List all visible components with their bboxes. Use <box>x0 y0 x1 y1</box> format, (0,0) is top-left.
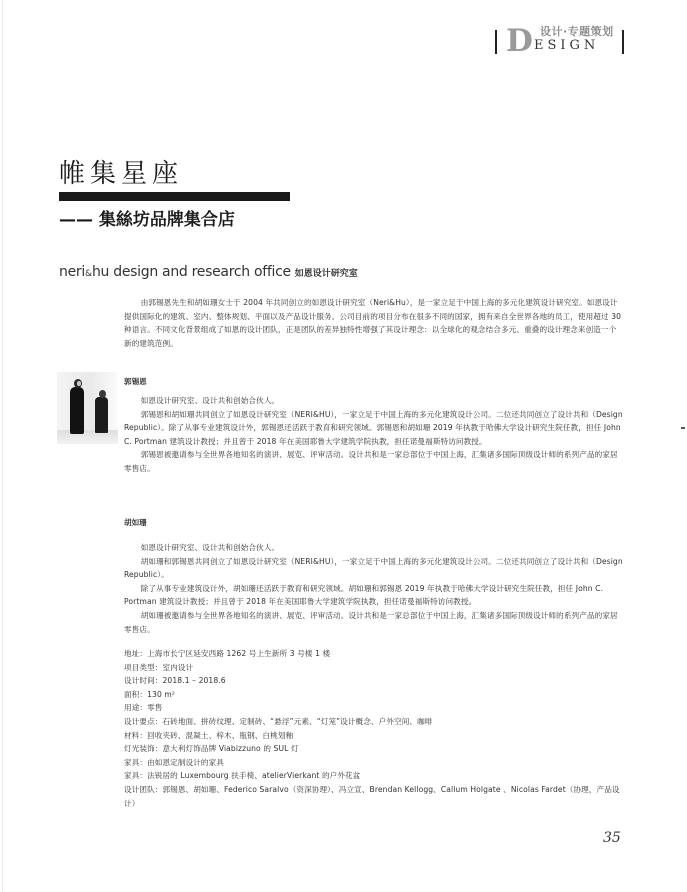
person2-bio-line: 除了从事专业建筑设计外，胡如珊还活跃于教育和研究领域。胡如珊和郭锡恩 2019 年执教于哈佛大学设计研究生院任教，担任 John C. Portman 建筑设计教授；并且曾于 2018 年在美国耶鲁大学建筑学院执教，担任诺曼福斯特访问教授。 <box>124 583 604 607</box>
project-info-item: 家具：法锐居的 Luxembourg 扶手椅、atelierVierkant 的户外花盆 <box>124 771 361 781</box>
person2-bio <box>124 541 624 636</box>
photo-figure-woman <box>70 387 84 434</box>
article-subtitle: —— 集絲坊品牌集合店 <box>59 210 235 230</box>
person1-bio <box>124 394 624 476</box>
intro-paragraph <box>124 296 624 350</box>
project-info-item: 用途：零售 <box>124 703 163 713</box>
person2-bio-line: 如恩设计研究室、设计共和创始合伙人。 <box>140 543 280 552</box>
person1-bio-line: 郭锡恩和胡如珊共同创立了如恩设计研究室（NERI&HU），一家立足于中国上海的多元化建筑设计公司。二位还共同创立了设计共和（Design Republic）。除了从事专业建筑设计外，郭锡恩还活跃于教育和研究领域。郭锡恩和胡如珊 2019 年执教于哈佛大学设计研究生院任教，担任 John C. Portman 建筑设计教授；并且曾于 2018 年在美国耶鲁大学建筑学院执教，担任诺曼福斯特访问教授。 <box>124 409 623 446</box>
photo-figure-woman-face <box>77 381 81 386</box>
header-design-word: ESIGN <box>534 38 600 53</box>
person1-bio-line: 郭锡恩被邀请参与全世界各地知名的演讲、展览、评审活动。设计共和是一家总部位于中国上海，汇集诸多国际顶级设计师的系列产品的家居零售店。 <box>124 450 618 473</box>
photo-floor <box>57 430 118 444</box>
person1-name: 郭锡恩 <box>124 377 147 386</box>
project-info-item: 项目类型：室内设计 <box>124 662 194 672</box>
article-title: 帷集星座 <box>59 159 184 189</box>
project-info-item: 地址：上海市长宁区延安西路 1262 号上生新所 3 号楼 1 楼 <box>124 649 331 658</box>
header-section-label: 设计·专题策划 <box>540 25 614 38</box>
project-info-item: 灯光装饰：意大利灯饰品牌 Viabizzuno 的 SUL 灯 <box>124 744 299 754</box>
person2-name: 胡如珊 <box>124 518 147 527</box>
title-underline-bar <box>59 192 290 201</box>
project-info-item: 设计团队：郭锡恩、胡如珊、Federico Saralvo（资深协理）、冯立宣、Brendan Kellogg、Callum Holgate 、Nicolas Fardet（协理，产品设计） <box>124 784 620 808</box>
office-name-neri: neri <box>59 264 85 280</box>
project-info-item: 设计要点：石砖地面、拼砖纹理、定制砖、“悬浮”元素、“灯笼”设计概念、户外空间、咖啡 <box>124 716 433 726</box>
project-info-item: 设计时间：2018.1 – 2018.6 <box>124 676 226 686</box>
project-info-item: 材料：回收夹砖、混凝土、梓木、瓶钢、白桃划釉 <box>124 730 294 740</box>
project-info-list <box>124 647 624 810</box>
person1-bio-line: 如恩设计研究室、设计共和创始合伙人。 <box>140 396 280 405</box>
photo-figure-man-head <box>99 390 106 398</box>
office-name-english: hu design and research office <box>91 264 291 280</box>
office-name-line <box>59 261 358 280</box>
office-name-ampersand: & <box>84 269 92 279</box>
header-design-initial: D <box>506 23 533 59</box>
project-info-item: 面积：130 m² <box>124 689 176 699</box>
person2-bio-line: 胡如珊被邀请参与全世界各地知名的演讲、展览、评审活动。设计共和是一家总部位于中国上海，汇集诸多国际顶级设计师的系列产品的家居零售店。 <box>124 610 618 634</box>
header-divider-right <box>622 30 624 54</box>
photo-figure-man <box>95 397 108 433</box>
office-name-chinese: 如恩设计研究室 <box>294 269 358 279</box>
page-number: 35 <box>603 830 621 846</box>
project-info-item: 家具：由如恩定制设计的家具 <box>124 757 225 767</box>
margin-tick-mark <box>681 427 685 429</box>
person2-bio-line: 胡如珊和郭锡恩共同创立了如恩设计研究室（NERI&HU），一家立足于中国上海的多元化建筑设计公司。二位还共同创立了设计共和（Design Republic）。 <box>124 556 623 580</box>
intro-text: 由郭锡恩先生和胡如珊女士于 2004 年共同创立的如恩设计研究室（Neri&Hu），是一家立足于中国上海的多元化建筑设计研究室。如恩设计提供国际化的建筑、室内、整体规划、平面以及产品设计服务。公司目前的项目分布在很多不同的国家，拥有来自全世界各地的员工，使用超过 30 种语言。不同文化背景组成了如恩的设计团队，正是团队的差异独特性增强了其设计理念：以全球化的观念结合多元、重叠的设计理念来创造一个新的建筑范例。 <box>124 298 622 348</box>
header-divider-left <box>495 30 497 54</box>
page-left-rule <box>2 0 3 892</box>
founders-photo <box>57 372 118 444</box>
